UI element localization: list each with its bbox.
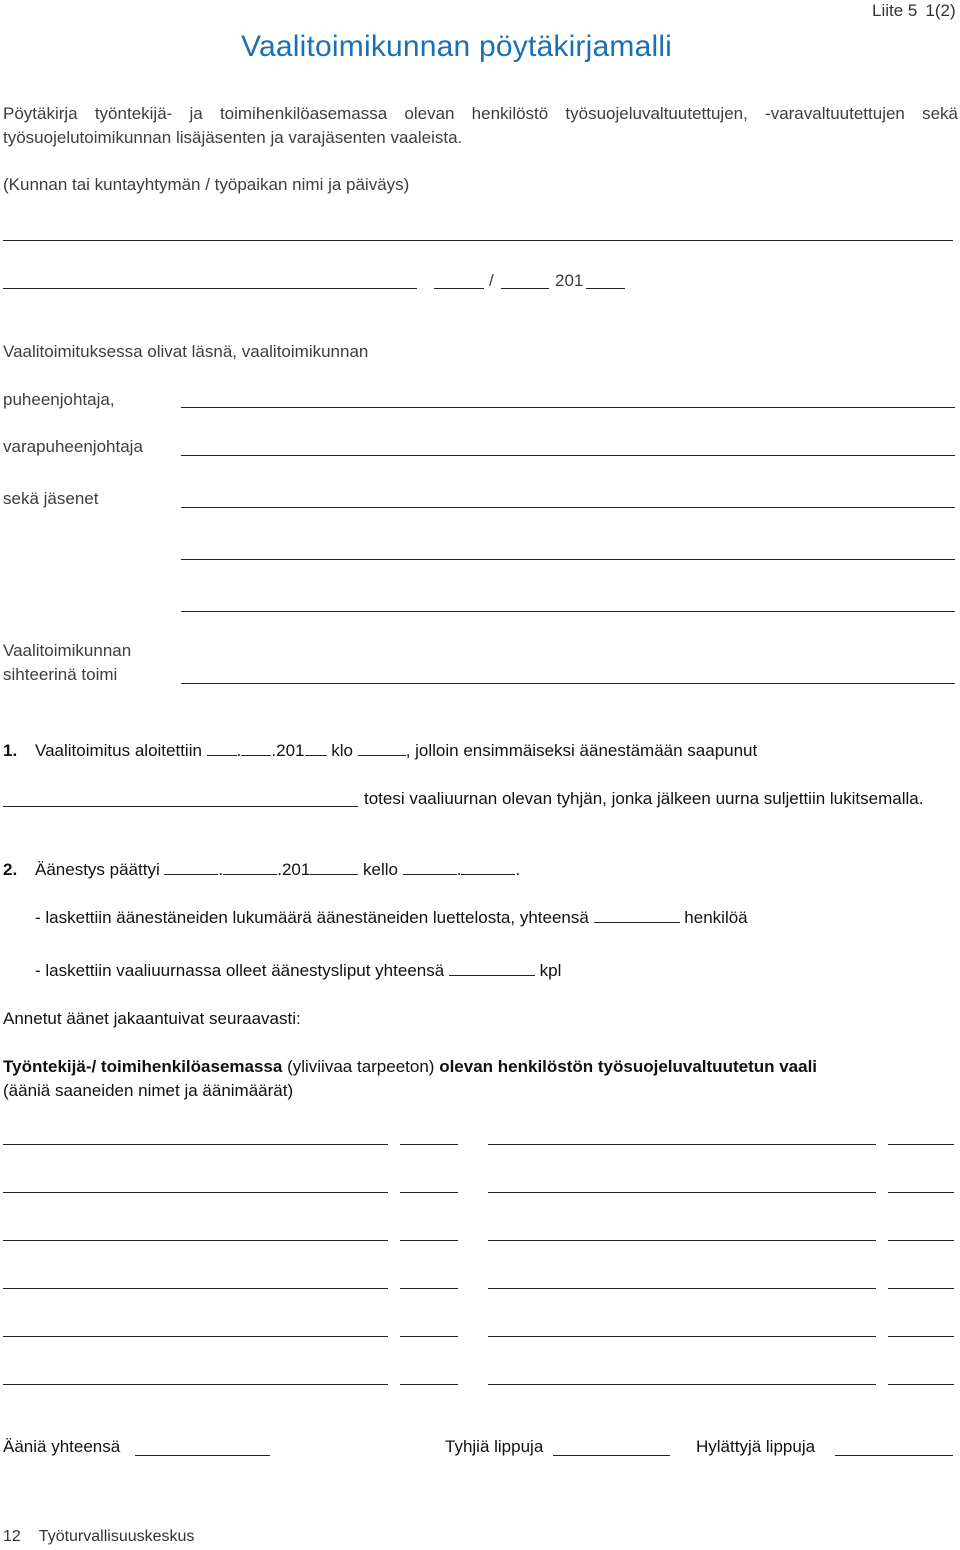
candidate-name-line[interactable] [488,1240,876,1241]
date-slash: / [489,271,494,290]
candidate-name-line[interactable] [488,1288,876,1289]
candidate-votes-line[interactable] [400,1384,458,1385]
members-label: sekä jäsenet [3,489,99,508]
end-day-blank[interactable] [164,860,218,875]
end-final-dot: . [515,860,521,879]
candidate-votes-line[interactable] [888,1336,954,1337]
footer [3,1528,194,1546]
votes-intro: Annetut äänet jakaantuivat seuraavasti: [3,1009,301,1028]
candidate-name-line[interactable] [488,1144,876,1145]
ballot-count-blank[interactable] [449,961,535,976]
secretary-label-line2: sihteerinä toimi [3,665,118,684]
page-fraction: 1(2) [925,1,956,20]
section1-number-text: 1. [3,741,18,760]
candidate-name-line[interactable] [488,1336,876,1337]
start-klo: klo [331,741,353,760]
candidate-name-line[interactable] [3,1144,388,1145]
candidate-votes-line[interactable] [888,1240,954,1241]
candidate-name-line[interactable] [3,1384,388,1385]
secretary-label-line1: Vaalitoimikunnan [3,641,132,660]
candidate-name-line[interactable] [3,1288,388,1289]
section1-line1 [35,741,757,761]
voter-count-unit: henkilöä [684,908,748,927]
start-month-blank[interactable] [241,741,271,756]
secretary-line[interactable] [181,683,955,684]
start-year-blank[interactable] [305,741,327,756]
section1-number [3,741,17,761]
attachment-label: Liite 5 [872,1,918,20]
end-year-blank[interactable] [310,860,358,875]
intro-paragraph: Pöytäkirja työntekijä- ja toimihenkilöasemassa olevan henkilöstö työsuojeluvaltuutettujen, -varavaltuutettujen sekä työsuojelutoimikunnan lisäjäsenten ja varajäsenten vaaleista. [3,104,958,147]
candidate-votes-line[interactable] [888,1192,954,1193]
ballot-count-unit: kpl [539,961,562,980]
votes-heading-line2: (ääniä saaneiden nimet ja äänimäärät) [3,1081,294,1100]
start-time-blank[interactable] [358,741,406,756]
candidate-name-line[interactable] [488,1384,876,1385]
section1-start-text: Vaalitoimitus aloitettiin [35,741,202,760]
candidate-name-line[interactable] [488,1192,876,1193]
present-label: Vaalitoimituksessa olivat läsnä, vaalitoimikunnan [3,342,369,361]
footer-page-number: 12 [3,1528,21,1545]
blank-ballots-label: Tyhjiä lippuja [445,1437,544,1456]
votes-heading-bold-1: Työntekijä-/ toimihenkilöasemassa [3,1057,283,1076]
candidate-votes-line[interactable] [400,1192,458,1193]
section2-line1 [35,860,520,880]
voter-count-text: - laskettiin äänestäneiden lukumäärä äänestäneiden luettelosta, yhteensä [35,908,589,927]
end-time-dot: . [456,860,462,879]
date-month-line[interactable] [501,288,549,289]
section2-number [3,860,17,880]
start-year-prefix: .201 [271,741,305,760]
member-line[interactable] [181,559,955,560]
votes-heading-note: (yliviivaa tarpeeton) [282,1057,440,1076]
votes-heading-bold-2: olevan henkilöstön työsuojeluvaltuutetun vaali [439,1057,818,1076]
votes-total-line[interactable] [135,1455,270,1456]
member-line[interactable] [181,611,955,612]
votes-heading [3,1057,817,1077]
place-line[interactable] [3,240,953,241]
first-voter-text: , jolloin ensimmäiseksi äänestämään saapunut [405,741,758,760]
start-day-blank[interactable] [207,741,237,756]
vice-chair-line[interactable] [181,455,955,456]
date-day-line[interactable] [434,288,484,289]
end-dot: . [218,860,224,879]
first-voter-line[interactable] [3,806,358,807]
blank-ballots-line[interactable] [553,1455,670,1456]
candidate-name-line[interactable] [3,1192,388,1193]
candidate-name-line[interactable] [3,1336,388,1337]
votes-total-label: Ääniä yhteensä [3,1437,121,1456]
place-label: (Kunnan tai kuntayhtymän / työpaikan nimi ja päiväys) [3,175,410,194]
member-line[interactable] [181,507,955,508]
candidate-votes-line[interactable] [400,1288,458,1289]
rejected-ballots-line[interactable] [835,1455,953,1456]
start-dot: . [236,741,242,760]
date-place-line[interactable] [3,288,417,289]
voter-count-blank[interactable] [594,908,680,923]
attachment-number [872,1,956,21]
candidate-votes-line[interactable] [400,1144,458,1145]
candidate-votes-line[interactable] [888,1384,954,1385]
end-minute-blank[interactable] [461,860,515,875]
end-month-blank[interactable] [223,860,277,875]
candidate-votes-line[interactable] [400,1336,458,1337]
chair-line[interactable] [181,407,955,408]
chair-label: puheenjohtaja, [3,390,115,409]
urn-checked-text: totesi vaaliuurnan olevan tyhjän, jonka jälkeen uurna suljettiin lukitsemalla. [364,789,924,808]
voter-count-row [35,908,748,928]
candidate-votes-line[interactable] [888,1288,954,1289]
rejected-ballots-label: Hylättyjä lippuja [696,1437,816,1456]
candidate-votes-line[interactable] [888,1144,954,1145]
candidate-votes-line[interactable] [400,1240,458,1241]
date-year-prefix: 201 [555,271,584,290]
ballot-count-row [35,961,561,981]
section2-number-text: 2. [3,860,18,879]
page-title: Vaalitoimikunnan pöytäkirjamalli [241,30,673,63]
date-year-line[interactable] [586,288,625,289]
end-hour-blank[interactable] [403,860,457,875]
ballot-count-text: - laskettiin vaaliuurnassa olleet äänestysliput yhteensä [35,961,445,980]
end-kello: kello [363,860,399,879]
vice-chair-label: varapuheenjohtaja [3,437,143,456]
footer-publisher: Työturvallisuuskeskus [38,1528,195,1545]
end-text: Äänestys päättyi [35,860,160,879]
candidate-name-line[interactable] [3,1240,388,1241]
end-year-prefix: .201 [277,860,311,879]
